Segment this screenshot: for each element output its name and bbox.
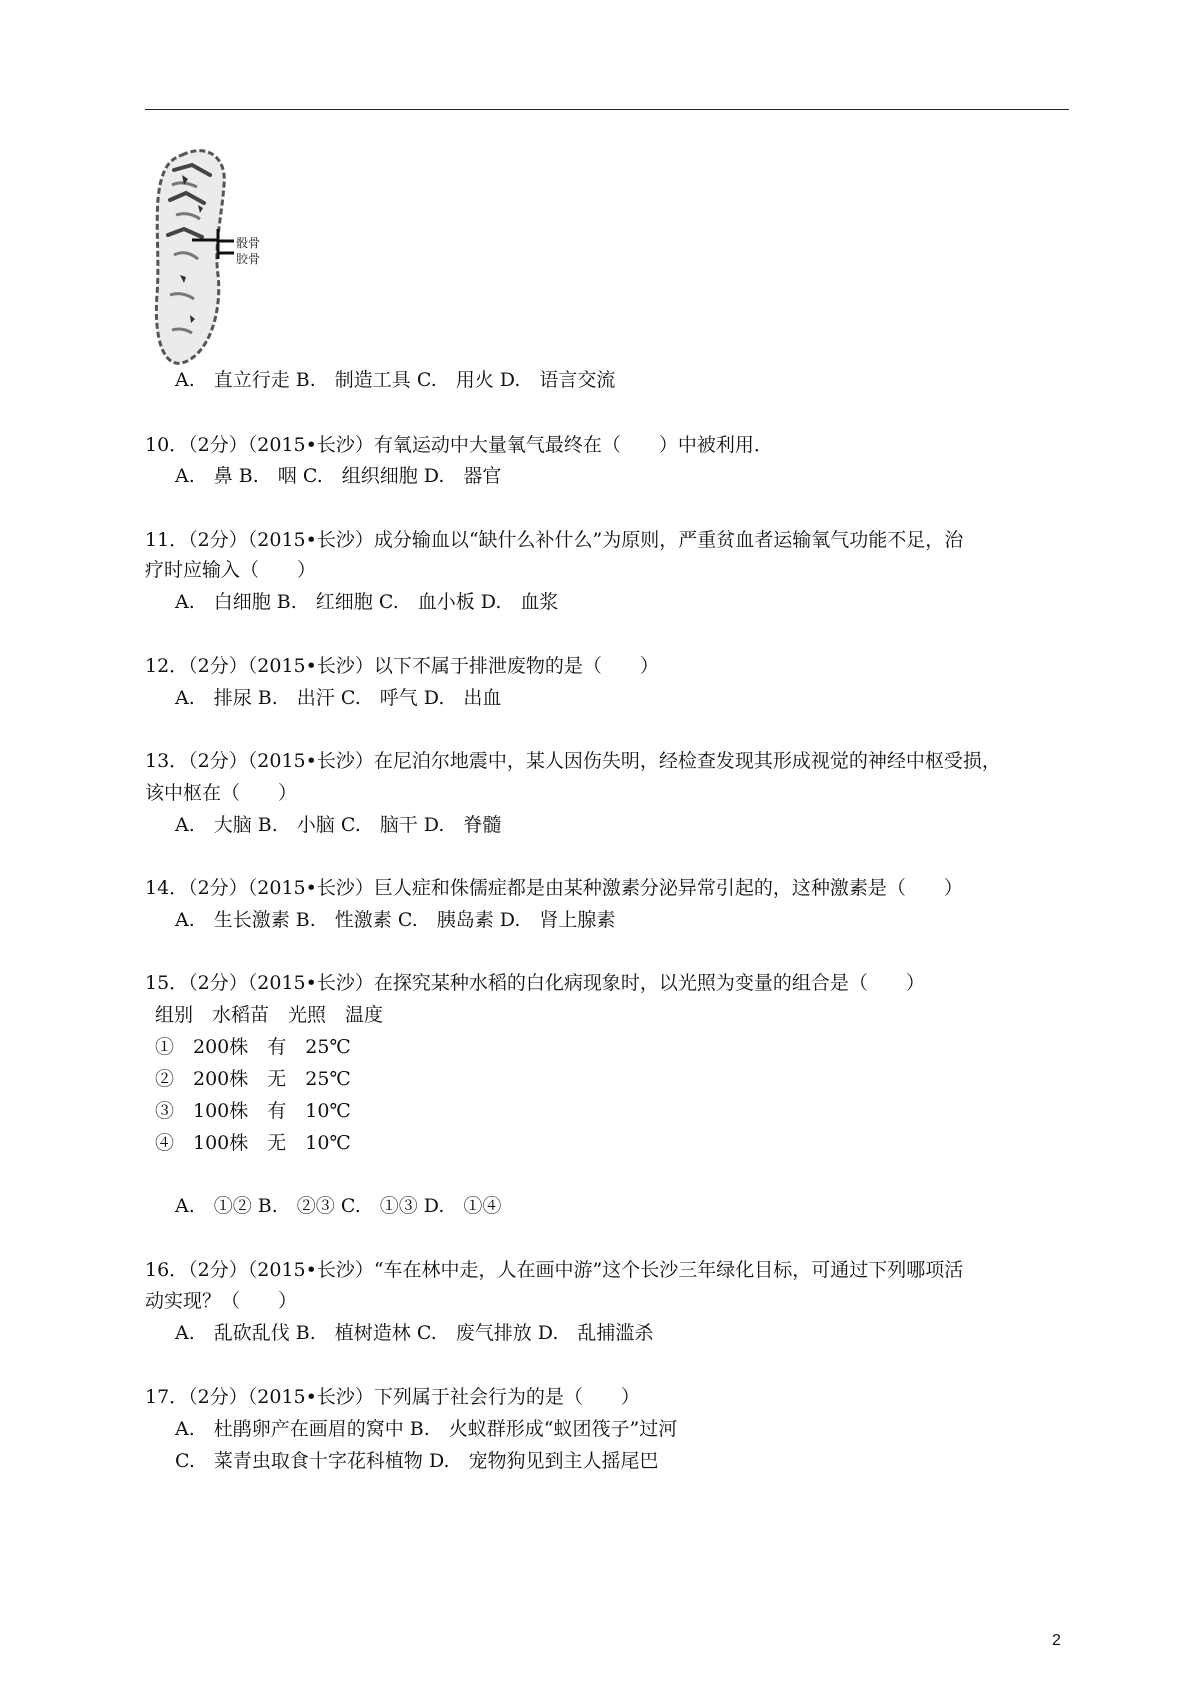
q13-options: A. 大脑 B. 小脑 C. 脑干 D. 脊髓 (175, 814, 502, 836)
q16-stem-line2: 动实现？（ ） (145, 1290, 298, 1312)
q16-stem-line1: 16．（2分）（2015•长沙）“车在林中走，人在画中游”这个长沙三年绿化目标，可通过下列哪项活 (145, 1259, 964, 1281)
q9-options: A. 直立行走 B. 制造工具 C. 用火 D. 语言交流 (175, 369, 616, 391)
q15-options: A. ①② B. ②③ C. ①③ D. ①④ (175, 1195, 502, 1217)
q12-options: A. 排尿 B. 出汗 C. 呼气 D. 出血 (175, 687, 502, 709)
q13-stem-line1: 13．（2分）（2015•长沙）在尼泊尔地震中，某人因伤失明，经检查发现其形成视觉的神经中枢受损， (145, 750, 1001, 772)
figure-label-1: 骰骨 (236, 236, 261, 250)
q15-table-row: ③ 100株 有 10℃ (155, 1100, 351, 1122)
foot-bone-figure (152, 145, 288, 369)
q14-stem: 14．（2分）（2015•长沙）巨人症和侏儒症都是由某种激素分泌异常引起的，这种激素是（ ） (145, 877, 963, 899)
q15-stem: 15．（2分）（2015•长沙）在探究某种水稻的白化病现象时，以光照为变量的组合是（ ） (145, 972, 925, 994)
q15-table-row: ① 200株 有 25℃ (155, 1036, 351, 1058)
q12-stem: 12．（2分）（2015•长沙）以下不属于排泄废物的是（ ） (145, 655, 659, 677)
q13-stem-line2: 该中枢在（ ） (145, 782, 298, 804)
page-number: 2 (1052, 1632, 1061, 1649)
q15-table-row: ④ 100株 无 10℃ (155, 1132, 351, 1154)
header-rule (145, 109, 1069, 110)
q10-stem: 10．（2分）（2015•长沙）有氧运动中大量氧气最终在（ ）中被利用． (145, 434, 773, 456)
q17-options-line2: C. 菜青虫取食十字花科植物 D. 宠物狗见到主人摇尾巴 (175, 1450, 659, 1472)
q15-table-row: ② 200株 无 25℃ (155, 1068, 351, 1090)
q17-options-line1: A. 杜鹃卵产在画眉的窝中 B. 火蚁群形成“蚁团筏子”过河 (175, 1418, 678, 1440)
q14-options: A. 生长激素 B. 性激素 C. 胰岛素 D. 肾上腺素 (175, 909, 616, 931)
q11-options: A. 白细胞 B. 红细胞 C. 血小板 D. 血浆 (175, 591, 559, 613)
foot-outline-icon (156, 151, 234, 364)
q11-stem-line1: 11．（2分）（2015•长沙）成分输血以“缺什么补什么”为原则，严重贫血者运输氧气功能不足，治 (145, 529, 964, 551)
q17-stem: 17．（2分）（2015•长沙）下列属于社会行为的是（ ） (145, 1386, 640, 1408)
figure-label-2: 胶骨 (236, 252, 261, 266)
q16-options: A. 乱砍乱伐 B. 植树造林 C. 废气排放 D. 乱捕滥杀 (175, 1322, 654, 1344)
q15-table-header: 组别 水稻苗 光照 温度 (155, 1004, 384, 1026)
q10-options: A. 鼻 B. 咽 C. 组织细胞 D. 器官 (175, 465, 502, 487)
q11-stem-line2: 疗时应输入（ ） (145, 559, 317, 581)
